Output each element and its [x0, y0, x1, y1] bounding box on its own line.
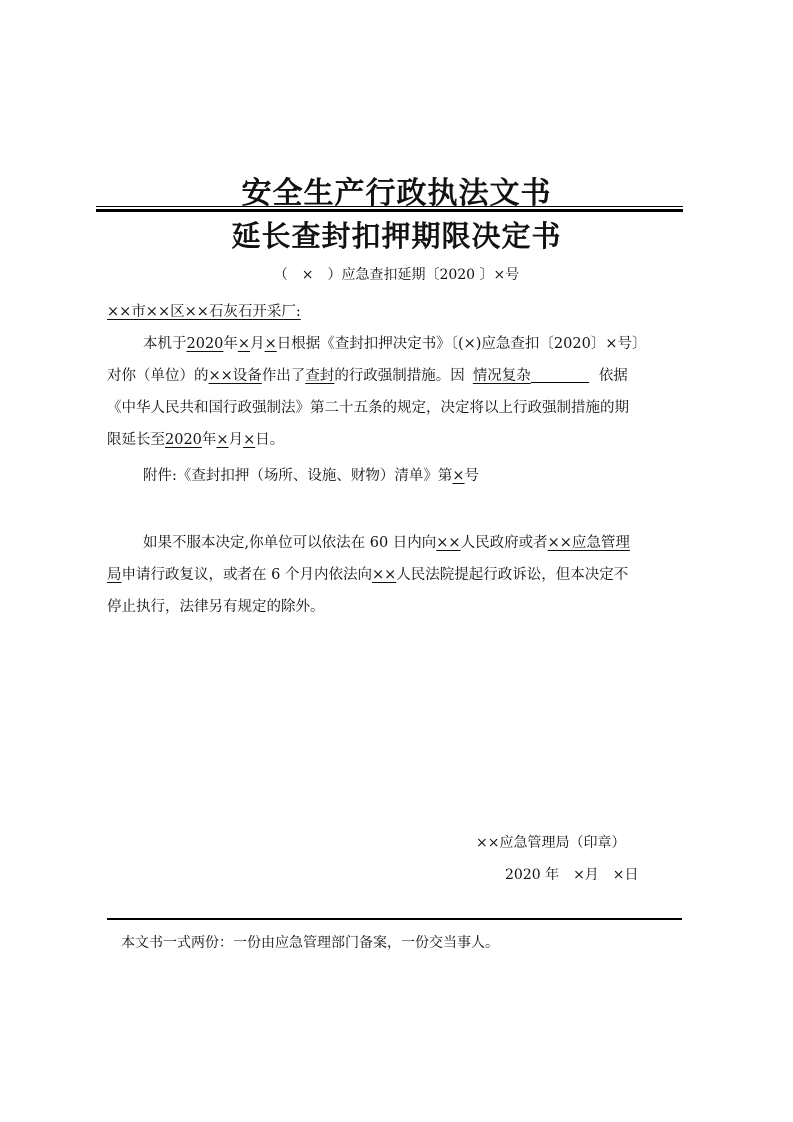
paragraph-1-line-3: 《中华人民共和国行政强制法》第二十五条的规定，决定将以上行政强制措施的期 [107, 400, 629, 416]
text: 人民法院提起行政诉讼，但本决定不 [396, 567, 629, 583]
filled-day: × [264, 336, 277, 352]
document-number: （ × ）应急查扣延期〔2020 〕×号 [273, 267, 520, 283]
text: 号 [464, 468, 480, 484]
text: 对你（单位）的 [107, 368, 209, 384]
paragraph-2-line-3: 停止执行，法律另有规定的除外。 [107, 599, 325, 615]
filled-bureau: ××应急管理 [547, 535, 630, 551]
filled-bureau: 局 [107, 567, 122, 583]
document-subtitle: 延长查封扣押期限决定书 [231, 219, 562, 253]
text: 日。 [255, 432, 285, 448]
text: 附件:《查封扣押（场所、设施、财物）清单》第 [143, 468, 453, 484]
filled-measure: 查封 [305, 368, 335, 384]
recipient: ××市××区××石灰石开采厂: [107, 304, 301, 320]
signature-date: 2020 年 ×月 ×日 [505, 867, 639, 883]
text: 申请行政复议，或者在 6 个月内依法向 [121, 567, 372, 583]
text: 依据 [598, 368, 628, 384]
paragraph-2-line-2 [107, 563, 687, 584]
text: 的行政强制措施。因 [334, 368, 465, 384]
document-title: 安全生产行政执法文书 [241, 176, 552, 211]
filled-year: 2020 [186, 336, 224, 352]
paragraph-1-line-1 [143, 332, 723, 353]
filled-month: × [216, 432, 229, 448]
text: 本机于 [143, 336, 187, 352]
attachment-line [143, 464, 723, 485]
title-rule-thick [96, 209, 683, 212]
filled-court: ×× [371, 567, 397, 583]
underline-blank [531, 368, 589, 383]
text: 月 [250, 336, 265, 352]
filled-year: 2020 [165, 432, 202, 448]
text: 如果不服本决定,你单位可以依法在 60 日内向 [143, 535, 437, 551]
footer-rule [107, 918, 682, 920]
paragraph-1-line-4 [107, 428, 687, 449]
title-rule-thin [96, 206, 683, 207]
text: 限延长至 [107, 432, 165, 448]
text: 年 [223, 336, 238, 352]
filled-day: × [243, 432, 256, 448]
filled-reason: 情况复杂 [472, 368, 531, 384]
filled-item: ××设备 [208, 368, 262, 384]
text: 日根据《查封扣押决定书》〔(×)应急查扣〔2020〕×号〕 [276, 336, 647, 352]
text: 人民政府或者 [460, 535, 548, 551]
filled-month: × [237, 336, 251, 352]
filled-list-number: × [452, 468, 465, 484]
signature-org: ××应急管理局（印章） [476, 835, 626, 851]
text: 月 [228, 432, 244, 448]
text: 作出了 [261, 368, 306, 384]
footer-note: 本文书一式两份：一份由应急管理部门备案，一份交当事人。 [121, 935, 499, 951]
paragraph-1-line-2 [107, 364, 687, 385]
filled-government: ×× [436, 535, 461, 551]
paragraph-2-line-1 [143, 531, 723, 552]
text: 年 [201, 432, 217, 448]
